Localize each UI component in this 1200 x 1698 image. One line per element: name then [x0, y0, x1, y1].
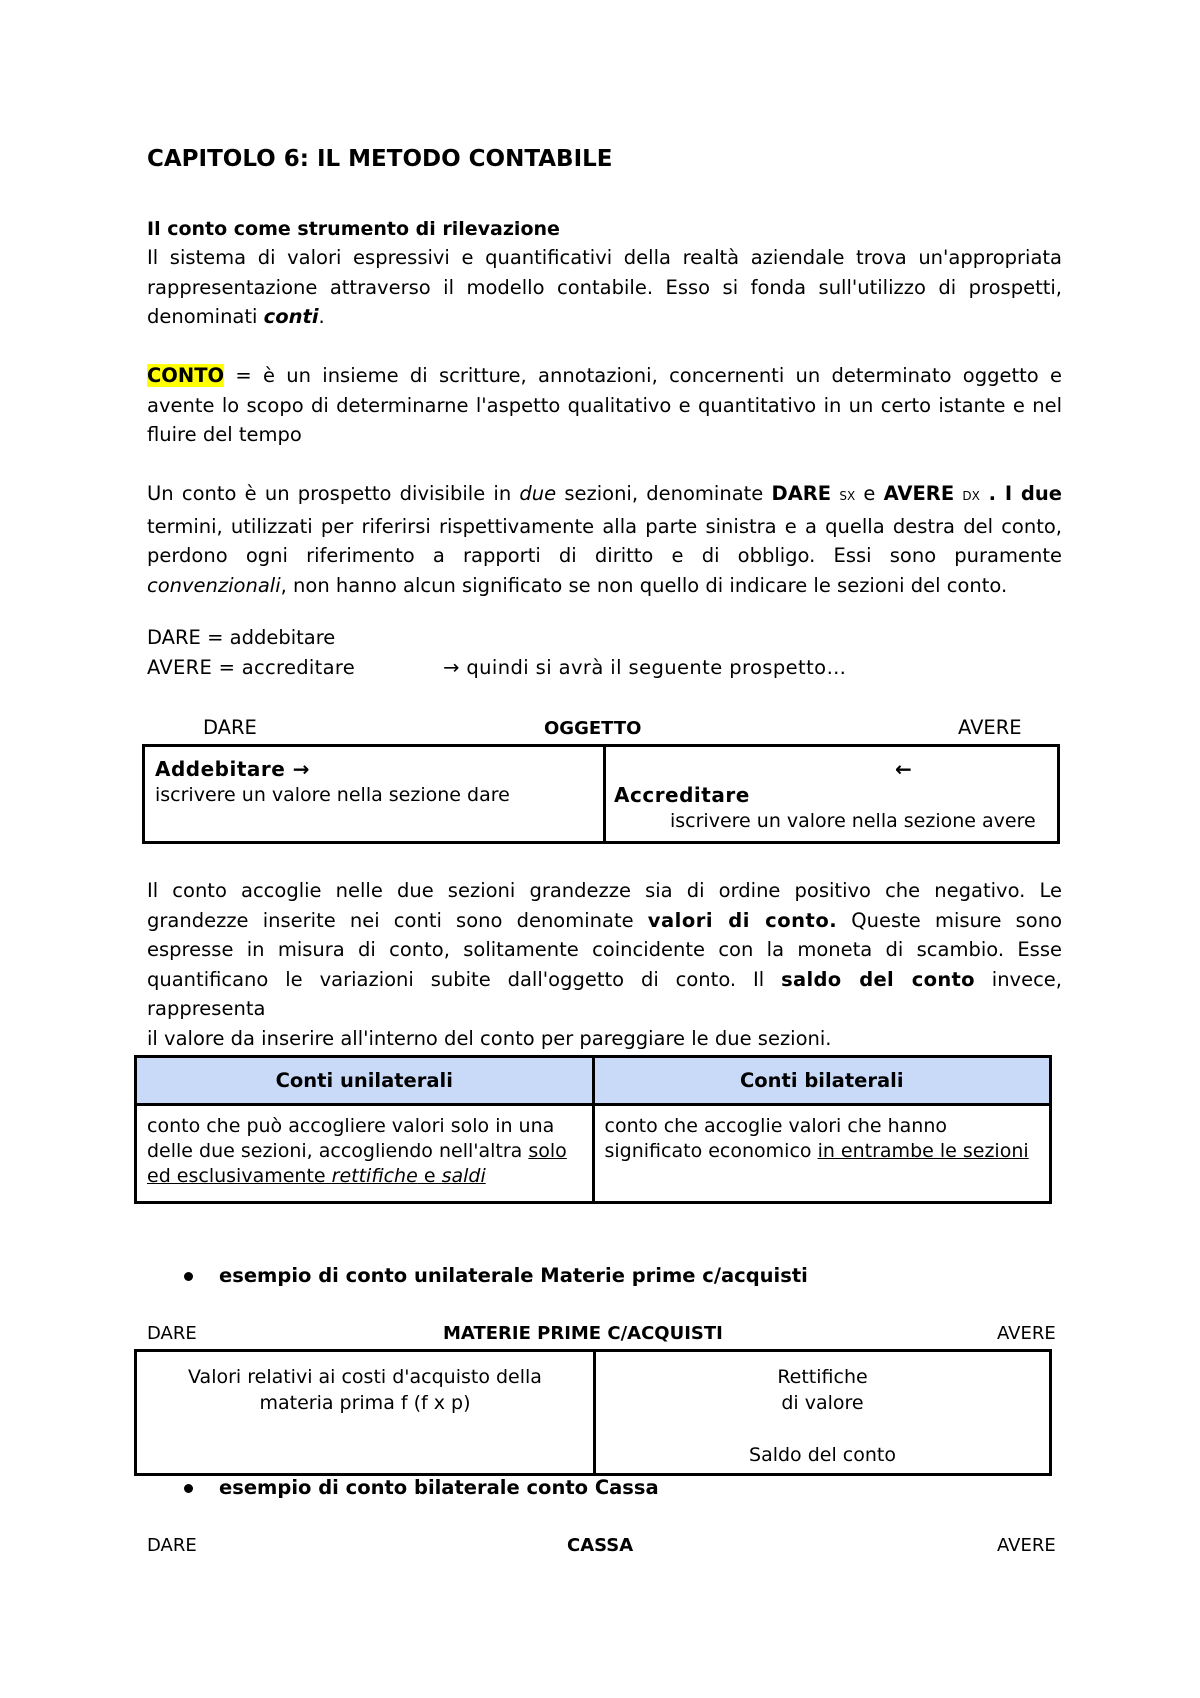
paragraph-intro [147, 243, 1062, 332]
text-line: Il conto accoglie nelle due sezioni grandezze sia di ordine positivo che negativo. Le [147, 879, 1062, 902]
account1-dare-label: DARE [203, 716, 257, 739]
text-line: avente lo scopo di determinarne l'aspetto qualitativo e quantitativo in un certo istante e nel [147, 393, 1062, 417]
page-title: CAPITOLO 6: IL METODO CONTABILE [147, 146, 613, 172]
text-line: rappresentazione attraverso il modello contabile. Esso si fonda sull'utilizzo di prospetti, [147, 275, 1062, 299]
arrow-note: → quindi si avrà il seguente prospetto… [443, 656, 847, 679]
section-heading: Il conto come strumento di rilevazione [147, 218, 560, 240]
bullet-dot-icon [184, 1272, 193, 1281]
text-line: denominati conti. [147, 305, 325, 328]
text-line: fluire del tempo [147, 423, 302, 446]
account2-avere-label: AVERE [997, 1323, 1056, 1344]
account1-divider [603, 747, 606, 841]
text-line: Il sistema di valori espressivi e quantificativi della realtà aziendale trova un'appropriata [147, 246, 1062, 269]
account2-left-content: Valori relativi ai costi d'acquisto della materia prima f (f x p) [188, 1366, 542, 1414]
account1-avere-label: AVERE [958, 716, 1022, 739]
header-unilaterali: Conti unilaterali [136, 1057, 594, 1105]
highlighted-term-conto: CONTO [147, 364, 225, 387]
comparison-table [134, 1055, 1052, 1204]
dare-definition: DARE = addebitare [147, 626, 336, 649]
addebitare-text: iscrivere un valore nella sezione dare [155, 784, 510, 806]
paragraph-valori [147, 876, 1062, 1053]
text-line: il valore da inserire all'interno del conto per pareggiare le due sezioni. [147, 1026, 832, 1050]
accreditare-title: Accreditare [614, 783, 750, 807]
account2-right-content: Rettifiche di valore Saldo del conto [749, 1366, 896, 1466]
avere-definition: AVERE = accreditare [147, 656, 356, 679]
account2-table [134, 1349, 1052, 1476]
term-conti: conti [263, 305, 319, 328]
text-line: Un conto è un prospetto divisibile in due sezioni, denominate DARE SX e AVERE DX . I due [147, 482, 1062, 505]
text-line: termini, utilizzati per riferirsi rispettivamente alla parte sinistra e a quella destra del conto, [147, 514, 1062, 538]
text-line: perdono ogni riferimento a rapporti di diritto e di obbligo. Essi sono puramente [147, 544, 1062, 567]
account1-table [142, 744, 1060, 844]
account2-object-label: MATERIE PRIME C/ACQUISTI [443, 1323, 723, 1344]
cell-bilaterali: conto che accoglie valori che hanno significato economico in entrambe le sezioni [593, 1105, 1051, 1203]
account3-avere-label: AVERE [997, 1535, 1056, 1556]
header-bilaterali: Conti bilaterali [593, 1057, 1051, 1105]
addebitare-title: Addebitare → [155, 757, 311, 781]
text-line: quantificano le variazioni subite dall'oggetto di conto. Il saldo del conto invece, rappresenta [147, 967, 1063, 1020]
paragraph-sections [147, 479, 1062, 600]
bullet-bilateral-example: esempio di conto bilaterale conto Cassa [184, 1476, 659, 1499]
account3-object-label: CASSA [567, 1535, 634, 1556]
text-line: grandezze inserite nei conti sono denominate valori di conto. Queste misure sono [147, 908, 1062, 932]
accreditare-text: iscrivere un valore nella sezione avere [670, 810, 1036, 832]
text-line: CONTO = è un insieme di scritture, annotazioni, concernenti un determinato oggetto e [147, 364, 1062, 387]
bullet-dot-icon [184, 1484, 193, 1493]
bullet-unilateral-example: esempio di conto unilaterale Materie prime c/acquisti [184, 1264, 808, 1287]
account1-object-label: OGGETTO [544, 718, 642, 739]
cell-unilaterali: conto che può accogliere valori solo in una delle due sezioni, accogliendo nell'altra solo ed esclusivamente rettifiche e saldi [136, 1105, 594, 1203]
left-arrow-icon: ← [895, 757, 912, 781]
text-line: convenzionali, non hanno alcun significato se non quello di indicare le sezioni del conto. [147, 573, 1008, 597]
paragraph-conto-definition [147, 361, 1062, 450]
text-line: espresse in misura di conto, solitamente coincidente con la moneta di scambio. Esse [147, 938, 1062, 961]
account3-dare-label: DARE [147, 1535, 197, 1556]
account2-dare-label: DARE [147, 1323, 197, 1344]
